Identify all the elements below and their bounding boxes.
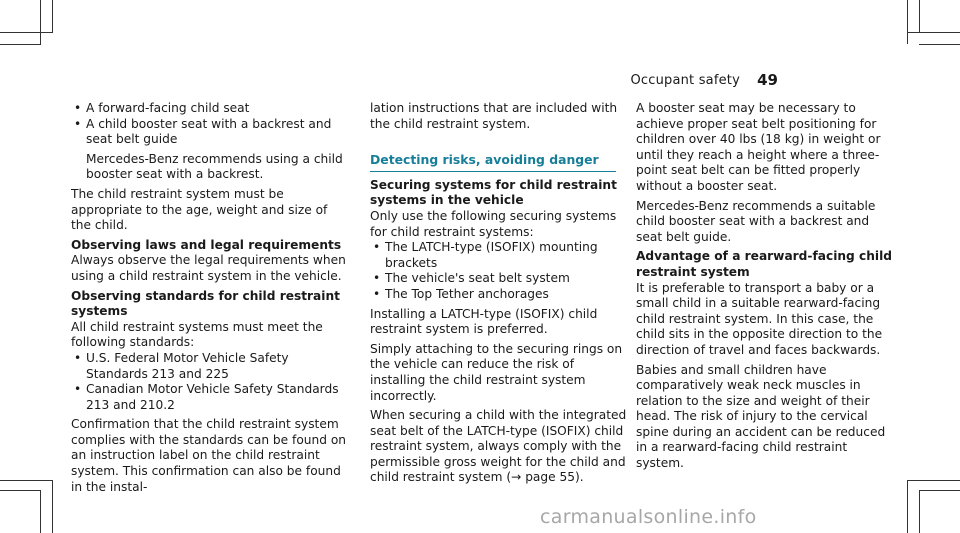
crop-mark [0,490,41,491]
paragraph: All child restraint systems must meet the following standards: [71,319,323,350]
column-middle [370,101,628,486]
subheading: Securing systems for child restraint systems in the vehicle [370,177,617,208]
paragraph: Always observe the legal requirements when using a child restraint system in the vehicle. [71,253,346,283]
crop-mark [0,480,53,481]
crop-mark [907,32,960,33]
section-heading: Detecting risks, avoiding danger [370,152,616,172]
crop-mark [40,0,41,44]
list-item-note: Mercedes-Benz recommends using a child booster seat with a backrest. [86,151,343,182]
watermark: carmanualsonline.info [540,506,757,528]
crop-mark [919,44,960,45]
page-number: 49 [757,71,778,89]
crop-mark [907,0,908,44]
crop-mark [907,480,960,481]
crop-mark [52,0,53,32]
subheading: Observing laws and legal requirements [71,237,342,252]
crop-mark [919,490,920,533]
paragraph: Confirmation that the child restraint system complies with the standards can be found on an instruction label on the child restraint system. This confirmation can also be found in the instal- [71,417,347,494]
paragraph: When securing a child with the integrated seat belt of the LATCH-type (ISOFIX) child restraint system, always comply with the permissible gross weight for the child and child restraint system (→ page 55). [370,408,627,485]
paragraph: It is preferable to transport a baby or a small child in a suitable rearward-facing child restraint system. In this case, the child sits in the opposite direction to the direction of travel and faces backwards. [636,280,883,357]
subheading: Advantage of a rearward-facing child restraint system [636,249,893,279]
running-header: Occupant safety [630,73,740,88]
paragraph: Mercedes-Benz recommends a suitable child booster seat with a backrest and seat belt guide. [636,198,876,244]
crop-mark [919,490,960,491]
column-left [71,101,351,495]
paragraph: The child restraint system must be appropriate to the age, weight and size of the child. [71,186,328,233]
list-item: • Canadian Motor Vehicle Safety Standards 213 and 210.2 [71,382,351,413]
crop-mark [0,44,41,45]
list-item: • The vehicle's seat belt system [370,271,628,287]
paragraph: A booster seat may be necessary to achieve proper seat belt positioning for children over 40 lbs (18 kg) in weight or until they reach a height where a three-point seat belt can be fitted properly without a booster seat. [636,101,881,193]
column-right [636,101,898,472]
paragraph: Installing a LATCH-type (ISOFIX) child restraint system is preferred. [370,306,598,337]
crop-mark [52,480,53,533]
list-item: • U.S. Federal Motor Vehicle Safety Standards 213 and 225 [71,351,351,382]
crop-mark [919,0,920,32]
crop-mark [907,480,908,533]
list-item: • The Top Tether anchorages [370,287,628,303]
list-item: • A forward-facing child seat [71,101,351,117]
paragraph: lation instructions that are included with the child restraint system. [370,101,618,131]
subheading: Observing standards for child restraint systems [71,288,340,319]
list-item: • A child booster seat with a backrest and seat belt guide [71,117,351,148]
paragraph: Simply attaching to the securing rings on the vehicle can reduce the risk of installing the child restraint system incorrectly. [370,341,623,403]
paragraph: Babies and small children have comparatively weak neck muscles in relation to the size and weight of their head. The risk of injury to the cervical spine during an accident can be reduced in a rearward-facing child restraint system. [636,362,886,471]
crop-mark [40,490,41,533]
list-item: • The LATCH-type (ISOFIX) mounting brackets [370,240,628,271]
paragraph: Only use the following securing systems for child restraint systems: [370,208,617,239]
crop-mark [0,32,53,33]
